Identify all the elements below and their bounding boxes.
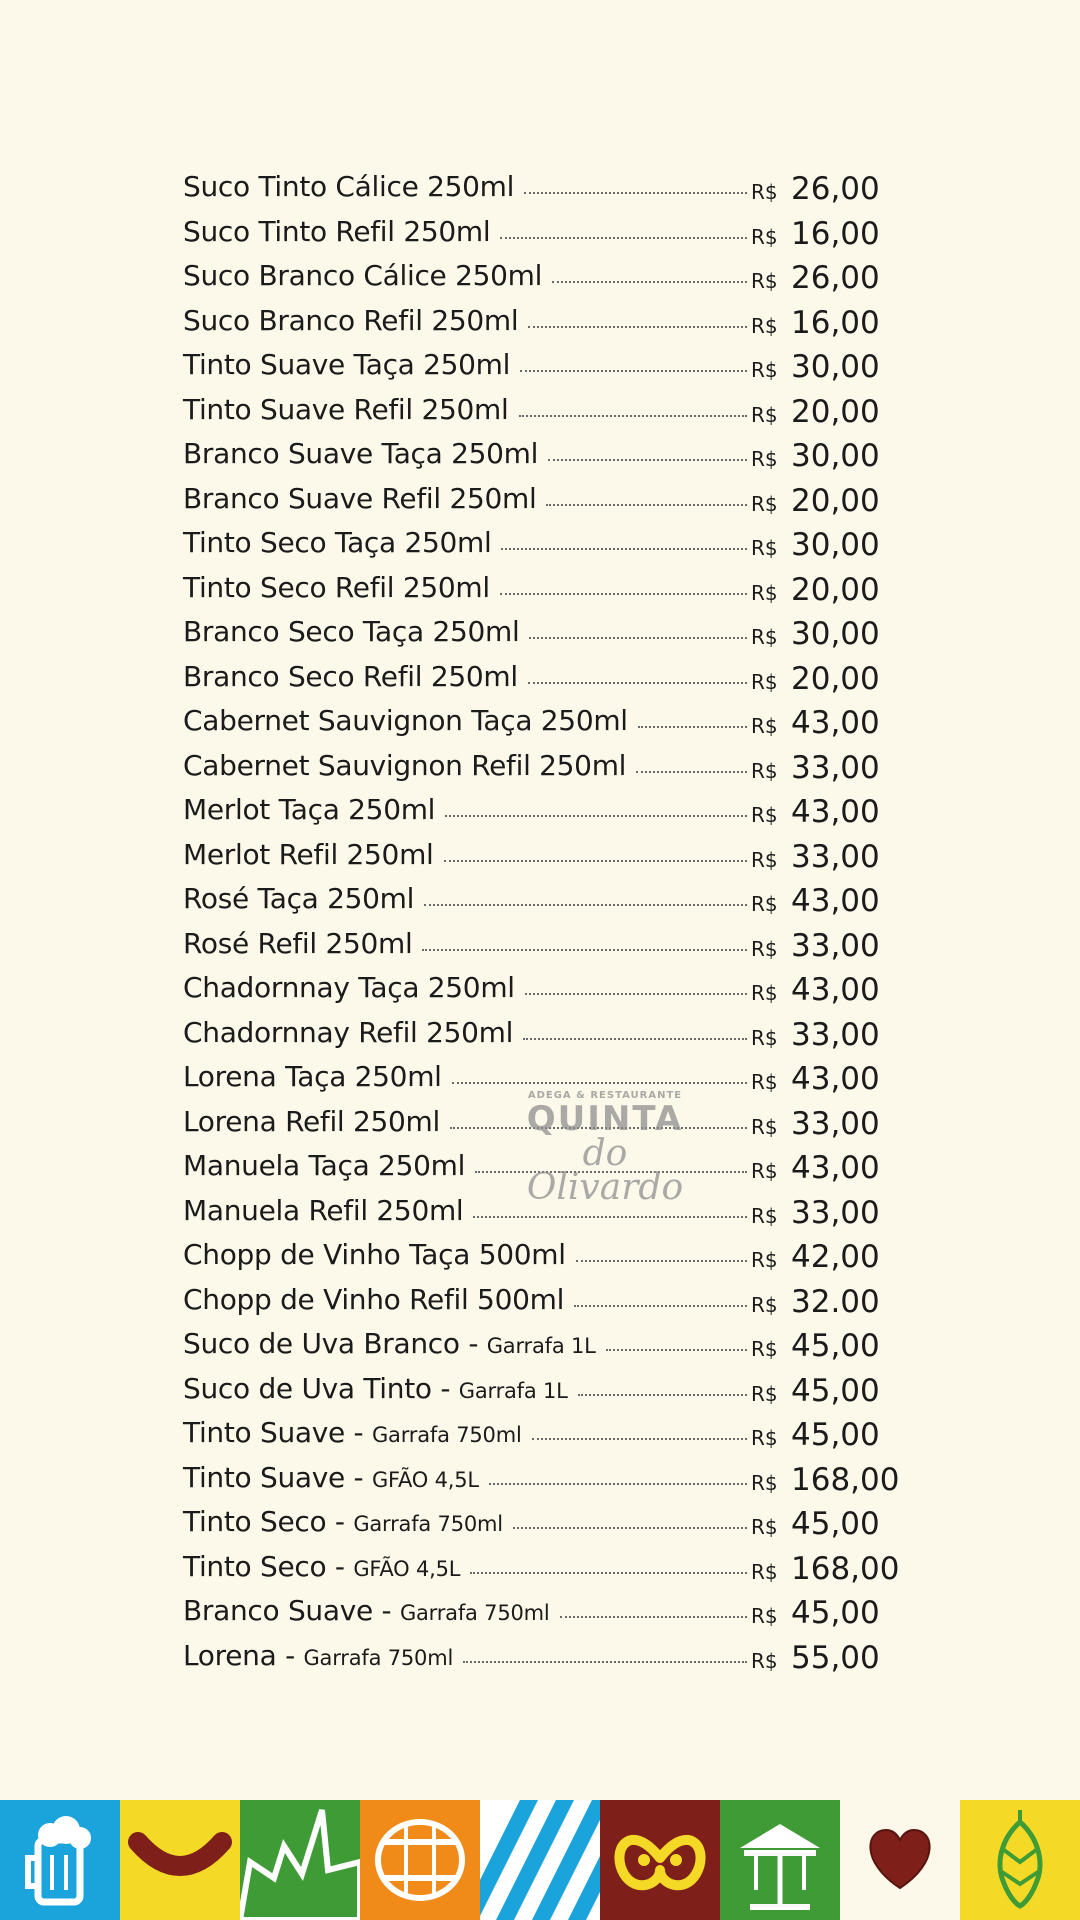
item-title: Tinto Seco Refil 250ml bbox=[183, 571, 490, 604]
currency-symbol: R$ bbox=[751, 670, 778, 694]
menu-item-price: 20,00 bbox=[791, 661, 880, 697]
menu-item bbox=[183, 344, 895, 384]
currency-symbol: R$ bbox=[751, 1159, 778, 1183]
menu-item-price: 30,00 bbox=[791, 616, 880, 652]
menu-item-name bbox=[183, 882, 414, 918]
menu-item-name bbox=[183, 1105, 440, 1141]
menu-item bbox=[183, 1590, 895, 1630]
dotted-leader bbox=[520, 370, 747, 372]
footer-tile-beer bbox=[0, 1800, 120, 1920]
item-title: Branco Suave Taça 250ml bbox=[183, 437, 539, 470]
currency-symbol: R$ bbox=[751, 225, 778, 249]
menu-item bbox=[183, 1190, 895, 1230]
menu-item bbox=[183, 1412, 895, 1452]
currency-symbol: R$ bbox=[751, 536, 778, 560]
menu-item-price: 20,00 bbox=[791, 394, 880, 430]
dotted-leader bbox=[450, 1127, 747, 1129]
dotted-leader bbox=[473, 1216, 747, 1218]
logo-title: QUINTA bbox=[526, 1099, 684, 1139]
menu-item-price: 30,00 bbox=[791, 527, 880, 563]
menu-item-name bbox=[183, 1327, 596, 1363]
currency-symbol: R$ bbox=[751, 1070, 778, 1094]
menu-item-name bbox=[183, 1594, 550, 1630]
currency-symbol: R$ bbox=[751, 269, 778, 293]
dotted-leader bbox=[500, 237, 747, 239]
menu-item-name bbox=[183, 1238, 566, 1274]
menu-item bbox=[183, 611, 895, 651]
menu-item-price: 45,00 bbox=[791, 1373, 880, 1409]
starburst-icon bbox=[240, 1800, 360, 1920]
menu-item-price: 55,00 bbox=[791, 1640, 880, 1676]
item-detail: GFÃO 4,5L bbox=[353, 1557, 461, 1581]
item-title: Lorena - bbox=[183, 1639, 304, 1672]
dotted-leader bbox=[513, 1527, 747, 1529]
dotted-leader bbox=[548, 459, 747, 461]
menu-item-price: 45,00 bbox=[791, 1328, 880, 1364]
currency-symbol: R$ bbox=[751, 180, 778, 204]
menu-item-price: 33,00 bbox=[791, 928, 880, 964]
item-title: Lorena Refil 250ml bbox=[183, 1105, 441, 1138]
menu-item-name bbox=[183, 1416, 522, 1452]
menu-item bbox=[183, 789, 895, 829]
menu-item-name bbox=[183, 482, 536, 518]
item-title: Merlot Refil 250ml bbox=[183, 838, 434, 871]
menu-item-name bbox=[183, 927, 412, 963]
dotted-leader bbox=[574, 1305, 747, 1307]
menu-item bbox=[183, 834, 895, 874]
item-title: Suco Tinto Refil 250ml bbox=[183, 215, 491, 248]
item-title: Cabernet Sauvignon Taça 250ml bbox=[183, 704, 628, 737]
menu-item-name bbox=[183, 304, 518, 340]
item-title: Manuela Refil 250ml bbox=[183, 1194, 464, 1227]
menu-item-name bbox=[183, 437, 538, 473]
menu-item-price: 45,00 bbox=[791, 1417, 880, 1453]
currency-symbol: R$ bbox=[751, 1115, 778, 1139]
dotted-leader bbox=[529, 637, 747, 639]
menu-item-name bbox=[183, 793, 435, 829]
menu-item-price: 45,00 bbox=[791, 1595, 880, 1631]
menu-item-price: 30,00 bbox=[791, 438, 880, 474]
menu-item-price: 43,00 bbox=[791, 972, 880, 1008]
menu-item bbox=[183, 567, 895, 607]
menu-item-price: 45,00 bbox=[791, 1506, 880, 1542]
menu-item-price: 33,00 bbox=[791, 839, 880, 875]
menu-item bbox=[183, 700, 895, 740]
heart-icon bbox=[840, 1800, 960, 1920]
dotted-leader bbox=[576, 1260, 747, 1262]
dotted-leader bbox=[524, 192, 747, 194]
item-title: Suco de Uva Tinto - bbox=[183, 1372, 459, 1405]
item-title: Branco Seco Refil 250ml bbox=[183, 660, 518, 693]
menu-item bbox=[183, 745, 895, 785]
stripes-icon bbox=[480, 1800, 600, 1920]
currency-symbol: R$ bbox=[751, 714, 778, 738]
footer-tile-sausage bbox=[120, 1800, 240, 1920]
dotted-leader bbox=[489, 1483, 747, 1485]
currency-symbol: R$ bbox=[751, 1604, 778, 1628]
currency-symbol: R$ bbox=[751, 1515, 778, 1539]
dotted-leader bbox=[523, 1038, 747, 1040]
item-title: Tinto Suave - bbox=[183, 1416, 372, 1449]
item-detail: Garrafa 750ml bbox=[303, 1646, 454, 1670]
menu-item-price: 42,00 bbox=[791, 1239, 880, 1275]
item-title: Manuela Taça 250ml bbox=[183, 1149, 466, 1182]
menu-item bbox=[183, 1368, 895, 1408]
menu-item-name bbox=[183, 1194, 463, 1230]
menu-item-name bbox=[183, 571, 490, 607]
menu-item bbox=[183, 433, 895, 473]
menu-item bbox=[183, 1145, 895, 1185]
currency-symbol: R$ bbox=[751, 1026, 778, 1050]
menu-item bbox=[183, 1501, 895, 1541]
menu-item bbox=[183, 1279, 895, 1319]
currency-symbol: R$ bbox=[751, 1248, 778, 1272]
menu-item bbox=[183, 1056, 895, 1096]
item-detail: Garrafa 750ml bbox=[353, 1512, 503, 1536]
dotted-leader bbox=[552, 281, 747, 283]
menu-item-name bbox=[183, 1505, 503, 1541]
menu-item-price: 16,00 bbox=[791, 216, 880, 252]
menu-item bbox=[183, 923, 895, 963]
menu-item-price: 26,00 bbox=[791, 171, 880, 207]
menu-item-price: 168,00 bbox=[791, 1462, 900, 1498]
menu-item-name bbox=[183, 526, 491, 562]
dotted-leader bbox=[636, 771, 747, 773]
item-detail: GFÃO 4,5L bbox=[371, 1468, 479, 1492]
item-title: Chadornnay Refil 250ml bbox=[183, 1016, 514, 1049]
currency-symbol: R$ bbox=[751, 1337, 778, 1361]
menu-item bbox=[183, 1635, 895, 1675]
footer-tile-hop bbox=[960, 1800, 1080, 1920]
item-title: Rosé Taça 250ml bbox=[183, 882, 415, 915]
currency-symbol: R$ bbox=[751, 492, 778, 516]
item-title: Lorena Taça 250ml bbox=[183, 1060, 442, 1093]
item-title: Branco Seco Taça 250ml bbox=[183, 615, 520, 648]
dotted-leader bbox=[452, 1082, 747, 1084]
menu-item bbox=[183, 478, 895, 518]
menu-item-price: 43,00 bbox=[791, 1061, 880, 1097]
dotted-leader bbox=[546, 504, 747, 506]
item-title: Branco Suave Refil 250ml bbox=[183, 482, 537, 515]
menu-item-price: 16,00 bbox=[791, 305, 880, 341]
menu-item-price: 43,00 bbox=[791, 883, 880, 919]
footer-tile-pretzel bbox=[600, 1800, 720, 1920]
menu-item-price: 33,00 bbox=[791, 1106, 880, 1142]
menu-item-price: 20,00 bbox=[791, 572, 880, 608]
footer-tile-heart bbox=[840, 1800, 960, 1920]
currency-symbol: R$ bbox=[751, 1426, 778, 1450]
carousel-icon bbox=[720, 1800, 840, 1920]
menu-item-name bbox=[183, 1461, 479, 1497]
menu-item bbox=[183, 1546, 900, 1587]
dotted-leader bbox=[424, 904, 747, 906]
footer-tile-stripes bbox=[480, 1800, 600, 1920]
dotted-leader bbox=[560, 1616, 747, 1618]
item-title: Merlot Taça 250ml bbox=[183, 793, 436, 826]
dotted-leader bbox=[528, 326, 747, 328]
barrel-icon bbox=[360, 1800, 480, 1920]
currency-symbol: R$ bbox=[751, 892, 778, 916]
dotted-leader bbox=[578, 1394, 747, 1396]
dotted-leader bbox=[445, 815, 747, 817]
menu-item-price: 168,00 bbox=[791, 1551, 900, 1587]
dotted-leader bbox=[422, 949, 747, 951]
currency-symbol: R$ bbox=[751, 803, 778, 827]
menu-item bbox=[183, 300, 895, 340]
item-title: Rosé Refil 250ml bbox=[183, 927, 413, 960]
currency-symbol: R$ bbox=[751, 848, 778, 872]
item-title: Suco Branco Cálice 250ml bbox=[183, 259, 543, 292]
item-title: Tinto Seco - bbox=[183, 1550, 354, 1583]
menu-item-name bbox=[183, 393, 509, 429]
menu-item-name bbox=[183, 1283, 564, 1319]
pretzel-icon bbox=[600, 1800, 720, 1920]
item-detail: Garrafa 1L bbox=[458, 1379, 568, 1403]
dotted-leader bbox=[532, 1438, 747, 1440]
hop-icon bbox=[960, 1800, 1080, 1920]
currency-symbol: R$ bbox=[751, 625, 778, 649]
item-title: Tinto Suave Refil 250ml bbox=[183, 393, 509, 426]
menu-item-price: 43,00 bbox=[791, 705, 880, 741]
footer-tile-carousel bbox=[720, 1800, 840, 1920]
footer-tile-barrel bbox=[360, 1800, 480, 1920]
menu-item bbox=[183, 1234, 895, 1274]
sausage-icon bbox=[120, 1800, 240, 1920]
dotted-leader bbox=[463, 1661, 747, 1663]
decorative-footer-bar bbox=[0, 1800, 1080, 1920]
menu-item bbox=[183, 878, 895, 918]
dotted-leader bbox=[444, 860, 747, 862]
item-detail: Garrafa 750ml bbox=[371, 1423, 522, 1447]
menu-item-name bbox=[183, 749, 626, 785]
currency-symbol: R$ bbox=[751, 358, 778, 382]
item-title: Suco Tinto Cálice 250ml bbox=[183, 170, 515, 203]
menu-item bbox=[183, 967, 895, 1007]
menu-item-price: 20,00 bbox=[791, 483, 880, 519]
menu-item-name bbox=[183, 348, 510, 384]
currency-symbol: R$ bbox=[751, 314, 778, 338]
menu-item-name bbox=[183, 660, 518, 696]
menu-item-name bbox=[183, 838, 434, 874]
item-title: Suco Branco Refil 250ml bbox=[183, 304, 519, 337]
currency-symbol: R$ bbox=[751, 447, 778, 471]
menu-item-name bbox=[183, 1016, 513, 1052]
currency-symbol: R$ bbox=[751, 759, 778, 783]
menu-item bbox=[183, 1457, 900, 1498]
menu-item-name bbox=[183, 215, 490, 251]
menu-item bbox=[183, 166, 895, 206]
item-title: Cabernet Sauvignon Refil 250ml bbox=[183, 749, 627, 782]
dotted-leader bbox=[606, 1349, 747, 1351]
currency-symbol: R$ bbox=[751, 1293, 778, 1317]
menu-item-name bbox=[183, 1060, 442, 1096]
menu-item-name bbox=[183, 615, 519, 651]
menu-item-name bbox=[183, 1639, 453, 1675]
menu-item-price: 26,00 bbox=[791, 260, 880, 296]
item-detail: Garrafa 750ml bbox=[399, 1601, 550, 1625]
currency-symbol: R$ bbox=[751, 403, 778, 427]
menu-item bbox=[183, 1012, 895, 1052]
currency-symbol: R$ bbox=[751, 1382, 778, 1406]
dotted-leader bbox=[475, 1171, 747, 1173]
dotted-leader bbox=[501, 548, 747, 550]
dotted-leader bbox=[528, 682, 747, 684]
menu-item bbox=[183, 522, 895, 562]
menu-item bbox=[183, 211, 895, 251]
menu-item-name bbox=[183, 704, 628, 740]
menu-item-name bbox=[183, 1372, 568, 1408]
currency-symbol: R$ bbox=[751, 1471, 778, 1495]
item-title: Tinto Seco Taça 250ml bbox=[183, 526, 492, 559]
menu-item-name bbox=[183, 170, 514, 206]
dotted-leader bbox=[525, 993, 747, 995]
currency-symbol: R$ bbox=[751, 937, 778, 961]
menu-item bbox=[183, 656, 895, 696]
item-title: Suco de Uva Branco - bbox=[183, 1327, 487, 1360]
currency-symbol: R$ bbox=[751, 981, 778, 1005]
item-title: Chopp de Vinho Refil 500ml bbox=[183, 1283, 565, 1316]
menu-item-price: 33,00 bbox=[791, 1195, 880, 1231]
menu-item-name bbox=[183, 971, 515, 1007]
menu-item-name bbox=[183, 1550, 460, 1586]
item-title: Branco Suave - bbox=[183, 1594, 400, 1627]
logo-subtitle: ADEGA & RESTAURANTE bbox=[527, 1090, 683, 1101]
menu-item-name bbox=[183, 259, 542, 295]
menu-item-price: 33,00 bbox=[791, 750, 880, 786]
menu-item-name bbox=[183, 1149, 465, 1185]
logo-script: do Olivardo bbox=[526, 1133, 684, 1208]
footer-tile-starburst bbox=[240, 1800, 360, 1920]
menu-item bbox=[183, 1323, 895, 1363]
dotted-leader bbox=[470, 1572, 747, 1574]
menu-item bbox=[183, 389, 895, 429]
item-title: Tinto Seco - bbox=[183, 1505, 354, 1538]
item-title: Chadornnay Taça 250ml bbox=[183, 971, 515, 1004]
menu-item bbox=[183, 1101, 895, 1141]
dotted-leader bbox=[519, 415, 748, 417]
currency-symbol: R$ bbox=[751, 1560, 778, 1584]
beer-mug-icon bbox=[0, 1800, 120, 1920]
currency-symbol: R$ bbox=[751, 581, 778, 605]
currency-symbol: R$ bbox=[751, 1204, 778, 1228]
menu-item-price: 43,00 bbox=[791, 794, 880, 830]
dotted-leader bbox=[500, 593, 747, 595]
menu-item-price: 33,00 bbox=[791, 1017, 880, 1053]
menu-item-price: 43,00 bbox=[791, 1150, 880, 1186]
item-title: Chopp de Vinho Taça 500ml bbox=[183, 1238, 566, 1271]
menu-item-price: 30,00 bbox=[791, 349, 880, 385]
menu-item-price: 32.00 bbox=[791, 1284, 880, 1320]
menu-item bbox=[183, 255, 895, 295]
item-detail: Garrafa 1L bbox=[486, 1334, 596, 1358]
currency-symbol: R$ bbox=[751, 1649, 778, 1673]
dotted-leader bbox=[638, 726, 747, 728]
item-title: Tinto Suave - bbox=[183, 1461, 372, 1494]
item-title: Tinto Suave Taça 250ml bbox=[183, 348, 511, 381]
